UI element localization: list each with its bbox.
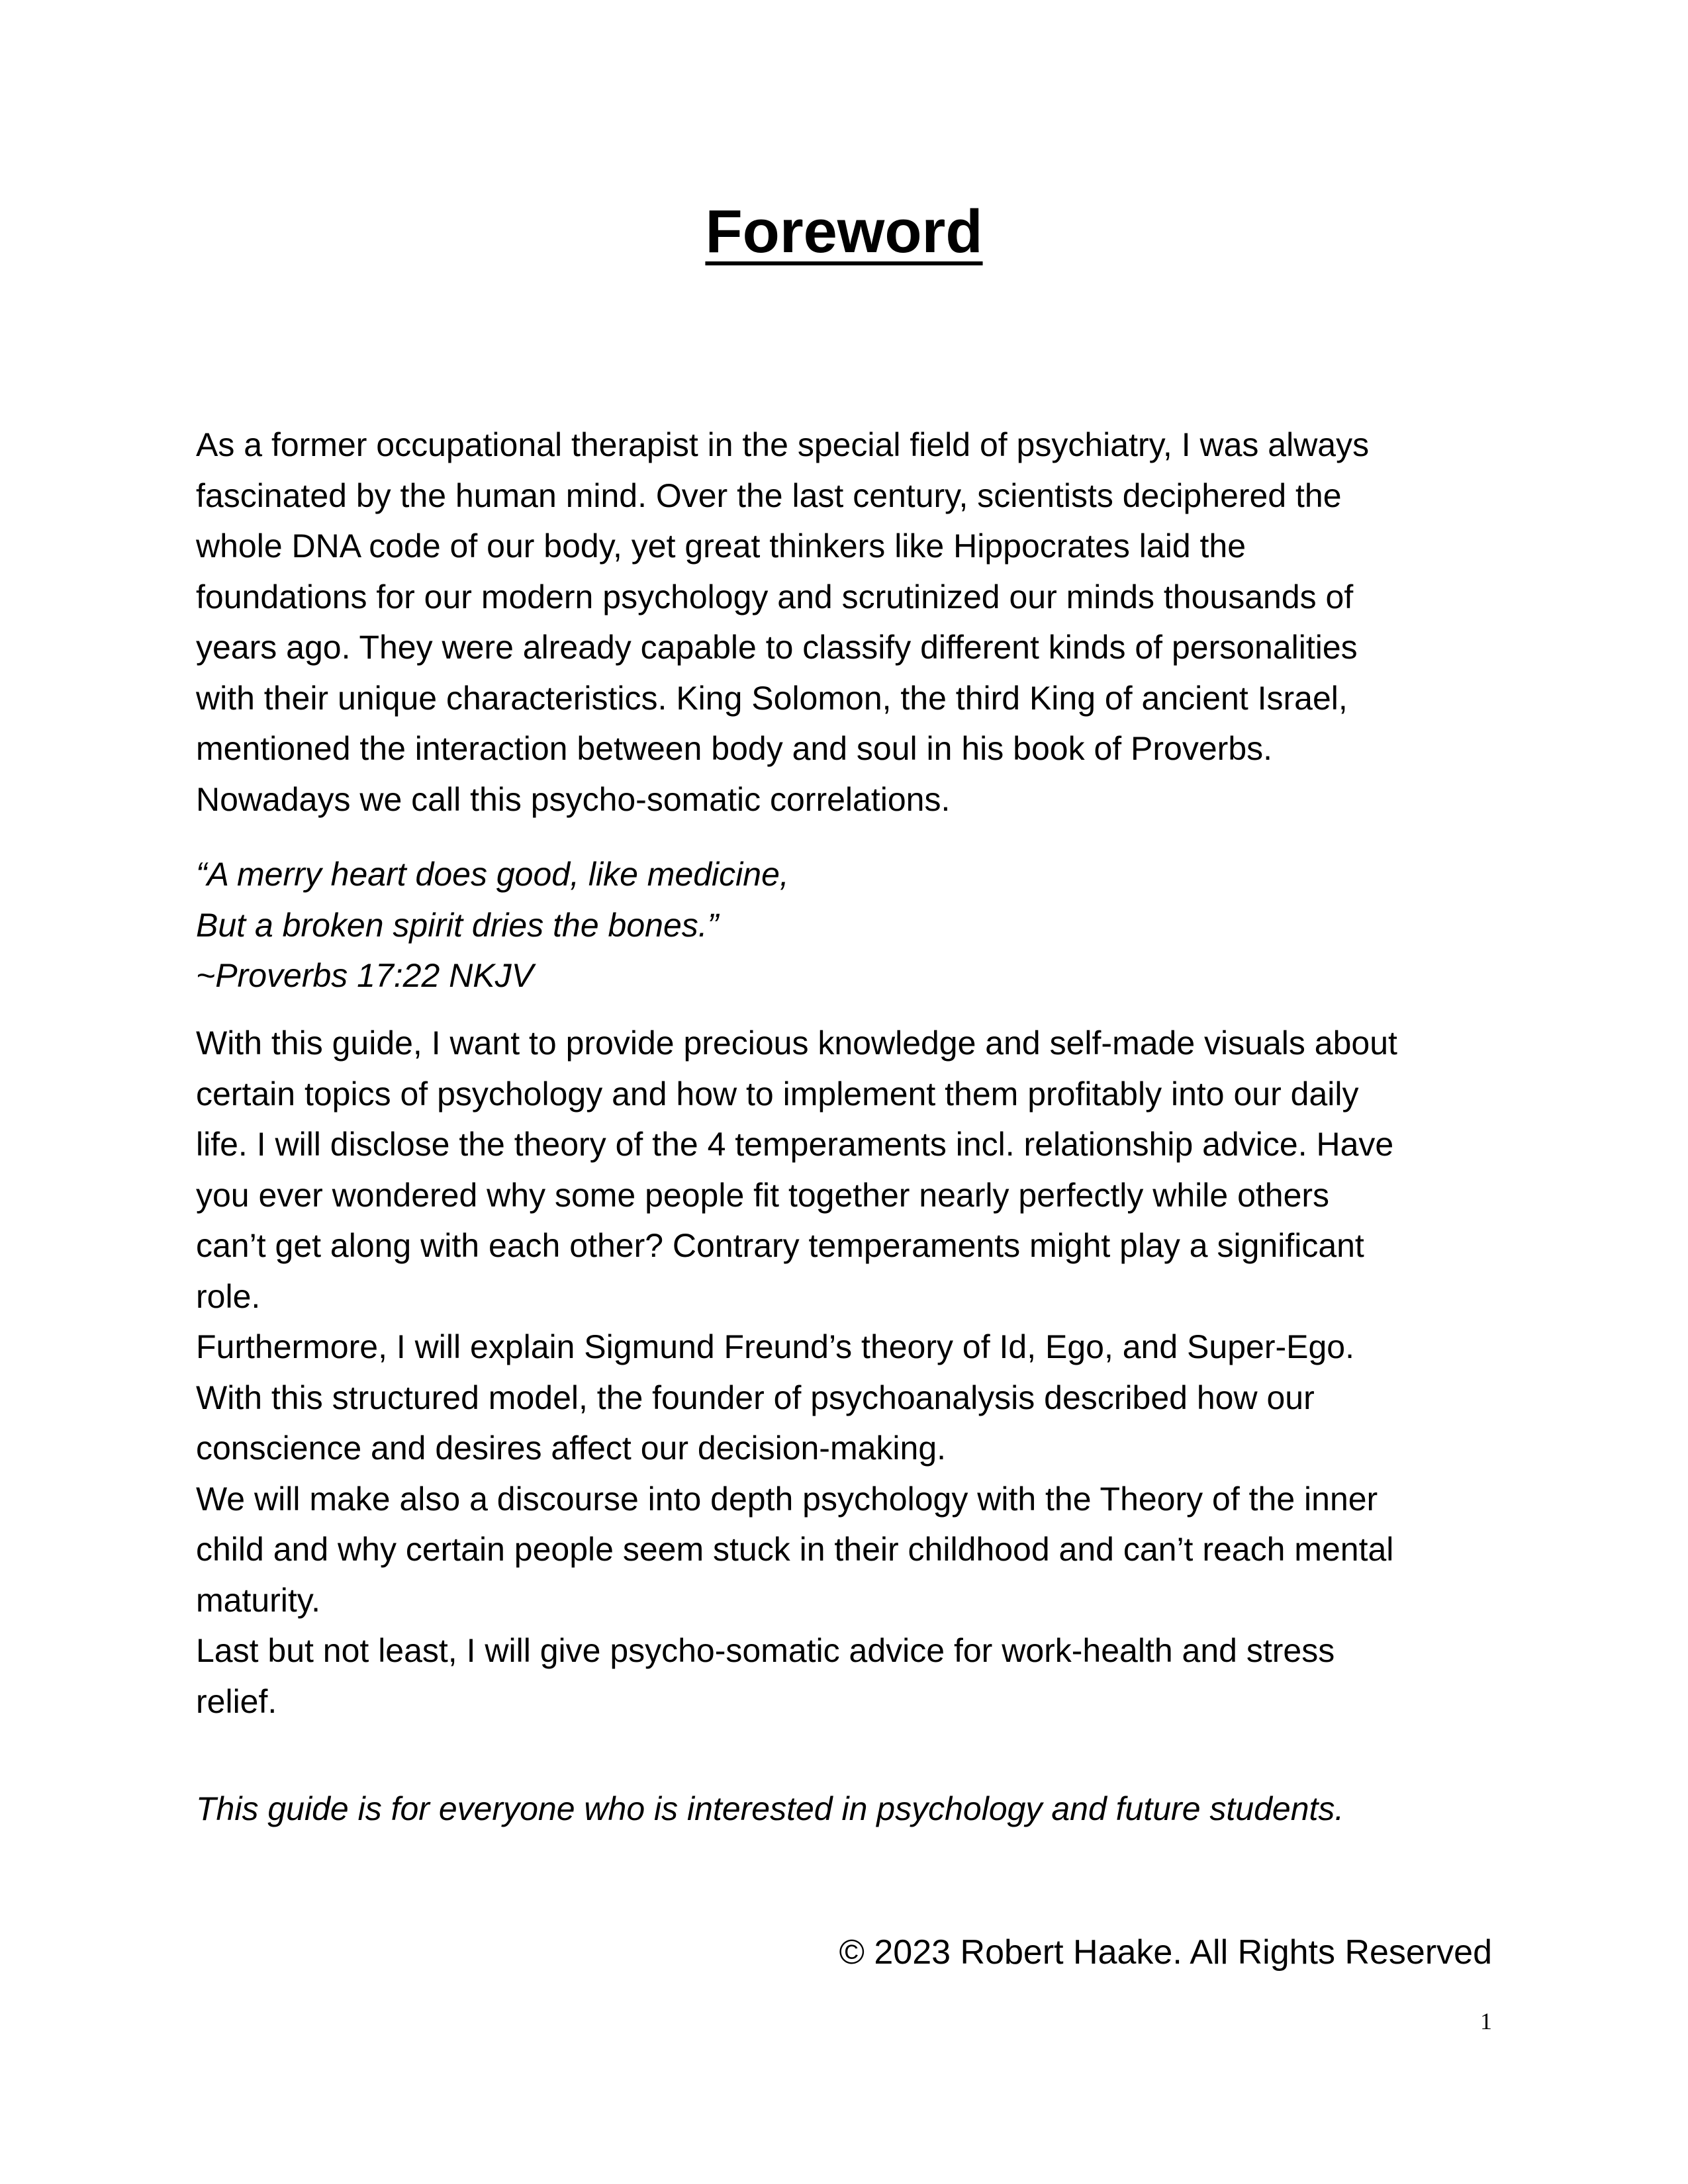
text-line: child and why certain people seem stuck in their childhood and can’t reach mental <box>196 1531 1394 1568</box>
audience-note: This guide is for everyone who is interested in psychology and future students. <box>196 1790 1344 1827</box>
text-line: Nowadays we call this psycho-somatic correlations. <box>196 780 951 818</box>
text-line: We will make also a discourse into depth psychology with the Theory of the inner <box>196 1480 1378 1518</box>
text-line: Furthermore, I will explain Sigmund Freund’s theory of Id, Ego, and Super-Ego. <box>196 1328 1354 1365</box>
text-line: certain topics of psychology and how to implement them profitably into our daily <box>196 1075 1359 1113</box>
text-line: relief. <box>196 1682 277 1720</box>
text-line: With this structured model, the founder of psychoanalysis described how our <box>196 1379 1315 1416</box>
text-line: As a former occupational therapist in the special field of psychiatry, I was always <box>196 426 1370 463</box>
text-line: you ever wondered why some people fit together nearly perfectly while others <box>196 1176 1330 1214</box>
text-line: role. <box>196 1277 261 1315</box>
quote-line: But a broken spirit dries the bones.” <box>196 906 719 944</box>
text-line: whole DNA code of our body, yet great thinkers like Hippocrates laid the <box>196 527 1246 565</box>
page-title: Foreword <box>705 198 983 265</box>
text-line: with their unique characteristics. King Solomon, the third King of ancient Israel, <box>196 679 1348 717</box>
page-number: 1 <box>1480 2008 1492 2034</box>
quote-line: “A merry heart does good, like medicine, <box>196 856 789 893</box>
text-line: years ago. They were already capable to classify different kinds of personalities <box>196 629 1358 666</box>
guide-paragraph <box>196 1018 1513 1727</box>
text-line: mentioned the interaction between body and soul in his book of Proverbs. <box>196 730 1273 767</box>
text-line: can’t get along with each other? Contrary temperaments might play a significant <box>196 1227 1364 1264</box>
text-line: maturity. <box>196 1581 320 1619</box>
text-line: conscience and desires affect our decision-making. <box>196 1430 947 1467</box>
text-line: With this guide, I want to provide precious knowledge and self-made visuals about <box>196 1024 1397 1062</box>
bible-quote <box>196 849 1513 1001</box>
quote-citation: ~Proverbs 17:22 NKJV <box>196 957 534 994</box>
text-line: fascinated by the human mind. Over the last century, scientists deciphered the <box>196 477 1342 514</box>
copyright-notice: © 2023 Robert Haake. All Rights Reserved <box>839 1933 1492 1972</box>
text-line: life. I will disclose the theory of the 4 temperaments incl. relationship advice. Have <box>196 1126 1394 1163</box>
intro-paragraph <box>196 420 1513 825</box>
text-line: Last but not least, I will give psycho-somatic advice for work-health and stress <box>196 1632 1335 1669</box>
text-line: foundations for our modern psychology and scrutinized our minds thousands of <box>196 578 1354 615</box>
